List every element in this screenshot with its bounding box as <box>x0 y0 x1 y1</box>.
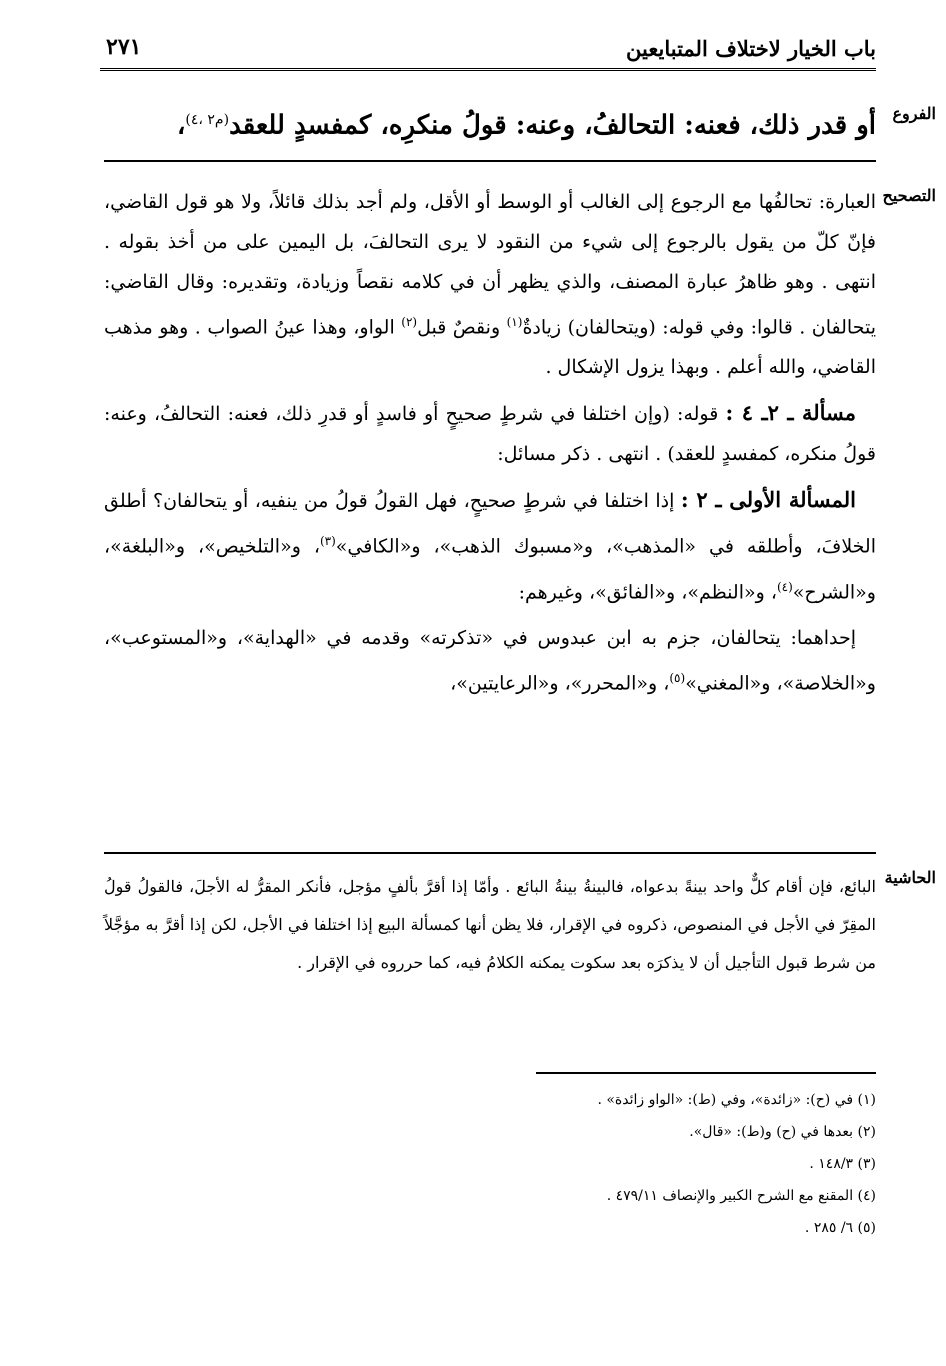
footnotes <box>104 1084 876 1244</box>
running-header <box>100 30 876 71</box>
masala-text: قوله: (وإن اختلفا في شرطٍ صحيحٍ أو فاسدٍ أو قدرِ ذلك، فعنه: التحالفُ، وعنه: قولُ منكره، كمفسدٍ للعقد) . انتهى . ذكر مسائل: <box>104 403 876 466</box>
label-hashia: الحاشية <box>884 868 936 887</box>
footnote-3: (٣) ١٤٨/٣ . <box>809 1156 876 1172</box>
tashih-p1-end: الواو، وهذا عينُ الصواب . وهو مذهب القاضي، والله أعلم . وبهذا يزول الإشكال . <box>104 316 876 379</box>
first-issue-text: إذا اختلفا في شرطٍ صحيحٍ، فهل القولُ قولُ من ينفيه، أو يتحالفان؟ أطلق الخلافَ، وأطلقه في «المذهب»، و«مسبوك الذهب»، و«الكافي» <box>104 490 876 558</box>
footnote-ref-4: (٤) <box>776 579 793 594</box>
tashih-paragraph-1 <box>104 182 876 387</box>
footnote-5: (٥) ٦/ ٢٨٥ . <box>804 1220 876 1236</box>
footnote-ref-5: (٥) <box>669 670 686 685</box>
hashia-text: البائع، فإن أقام كلٌّ واحد بينةً بدعواه، فالبينةُ بينةُ البائع . وأمّا إذا أقرَّ بألفٍ مؤجل، فأنكر المقرُّ له الأجلَ، فالقولُ قولُ المقِرّ في الأجل في المنصوص، ذكروه في الإقرار، فلا يظن أنها كمسألة البيع إذا اختلفا في الأجل، لكن إذا أقرَّ به مؤجَّلاً من شرط قبول التأجيل أن لا يذكرَه بعد سكوت يمكنه الكلامُ فيه، كما حرروه في الإقرار . <box>104 877 876 972</box>
footnote-divider <box>536 1072 876 1074</box>
tashih-paragraph-4 <box>104 618 876 703</box>
hashia-divider <box>104 852 876 854</box>
first-issue-heading: المسألة الأولى ـ ٢ : <box>680 487 856 513</box>
masala-heading: مسألة ـ ٢ـ ٤ : <box>725 400 856 426</box>
furu-tail: ، <box>177 110 186 141</box>
tashih-text <box>104 182 876 709</box>
page-number: ٢٧١ <box>106 34 142 60</box>
chapter-title: باب الخيار لاختلاف المتبايعين <box>626 36 876 61</box>
section-divider <box>104 160 876 162</box>
first-issue-end: ، و«النظم»، و«الفائق»، وغيرهم: <box>518 580 777 603</box>
label-tashih: التصحيح <box>882 186 936 205</box>
footnote-1: (١) في (ح): «زائدة»، وفي (ط): «الواو زائدة» . <box>597 1092 876 1108</box>
label-furu: الفروع <box>892 104 936 123</box>
tashih-paragraph-2 <box>104 393 876 474</box>
furu-ref: (م٢ ،٤) <box>185 112 230 128</box>
tashih-p1-mid: ونقصٌ قبل <box>417 316 507 339</box>
furu-body: أو قدر ذلك، فعنه: التحالفُ، وعنه: قولُ منكرِه، كمفسدٍ للعقد <box>229 110 876 141</box>
footnote-ref-3: (٣) <box>319 534 336 549</box>
footnote-ref-1: (١) <box>506 315 523 329</box>
first-issue-mid: ، و«التلخيص»، و«البلغة»، و«الشرح» <box>104 535 876 603</box>
first-view-text: إحداهما: يتحالفان، جزم به ابن عبدوس في «تذكرته» وقدمه في «الهداية»، و«المستوعب»، و«الخلاصة»، و«المغني» <box>104 626 876 695</box>
first-view-end: ، و«المحرر»، و«الرعايتين»، <box>450 672 670 695</box>
furu-text <box>104 98 876 148</box>
footnote-2: (٢) بعدها في (ح) و(ط): «قال». <box>689 1124 876 1140</box>
footnote-ref-2: (٢) <box>401 315 418 329</box>
footnote-4: (٤) المقنع مع الشرح الكبير والإنصاف ٤٧٩/١١ . <box>606 1188 876 1204</box>
tashih-p1-body: العبارة: تحالفُها مع الرجوع إلى الغالب أو الوسط أو الأقل، ولم أجد بذلك قائلاً، ولا هو قول القاضي، فإنّ كلّ من يقول بالرجوع إلى شيء من النقود لا يرى التحالفَ، بل اليمين على من أخذ بقوله . انتهى . وهو ظاهرُ عبارة المصنف، والذي يظهر أن في كلامه نقصاً وزيادة، وتقديره: وقال القاضي: يتحالفان . قالوا: وفي قوله: (ويتحالفان) زيادةٌ <box>104 191 877 339</box>
tashih-paragraph-3 <box>104 480 876 612</box>
